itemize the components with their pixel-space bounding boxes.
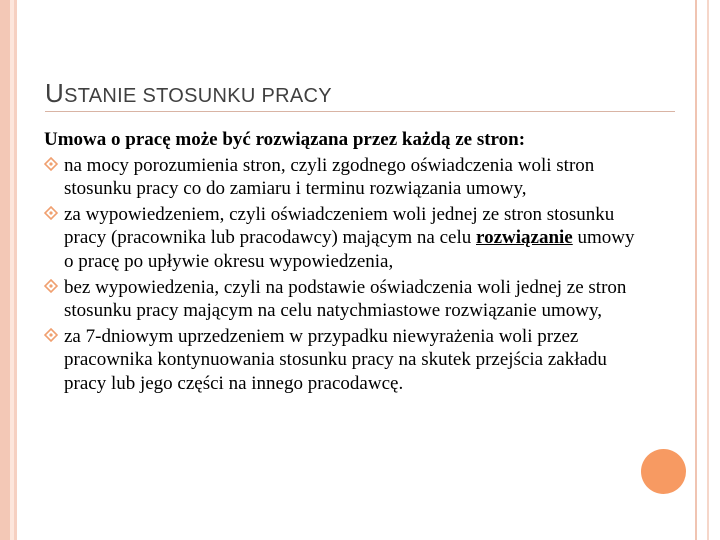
title-rest: STANIE STOSUNKU PRACY	[64, 85, 332, 107]
diamond-bullet-icon	[44, 157, 58, 171]
list-item	[44, 203, 644, 274]
title-divider	[45, 111, 675, 112]
diamond-bullet-icon	[44, 279, 58, 293]
emphasized-word: rozwiązanie	[476, 227, 573, 249]
list-item	[44, 154, 644, 201]
list-item	[44, 276, 644, 323]
list-item	[44, 325, 644, 396]
bullet-list	[44, 154, 644, 396]
slide-title	[45, 78, 332, 109]
diamond-bullet-icon	[44, 328, 58, 342]
decorative-stripe	[14, 0, 17, 540]
list-item-text: bez wypowiedzenia, czyli na podstawie oświadczenia woli jednej ze stron stosunku pracy mającym na celu natychmiastowe rozwiązanie umowy,	[64, 276, 627, 322]
diamond-bullet-icon	[44, 206, 58, 220]
slide-body	[44, 128, 644, 398]
title-initial: U	[45, 78, 65, 108]
lead-sentence: Umowa o pracę może być rozwiązana przez każdą ze stron:	[44, 129, 526, 150]
list-item-text: na mocy porozumienia stron, czyli zgodnego oświadczenia woli stron stosunku pracy co do zamiaru i terminu rozwiązania umowy,	[64, 154, 595, 200]
orange-circle-decoration	[641, 449, 686, 494]
decorative-stripe	[0, 0, 10, 540]
decorative-rule	[695, 0, 697, 540]
list-item-text-after: umowy o pracę po upływie okresu wypowiedzenia,	[64, 227, 635, 272]
decorative-rule	[707, 0, 709, 540]
list-item-text: za 7-dniowym uprzedzeniem w przypadku niewyrażenia woli przez pracownika kontynuowania stosunku pracy na skutek przejścia zakładu pracy lub jego części na innego pracodawcę.	[64, 325, 607, 394]
list-item-text-before: za wypowiedzeniem, czyli oświadczeniem woli jednej ze stron stosunku pracy (pracownika lub pracodawcy) mającym na celu	[64, 203, 615, 249]
